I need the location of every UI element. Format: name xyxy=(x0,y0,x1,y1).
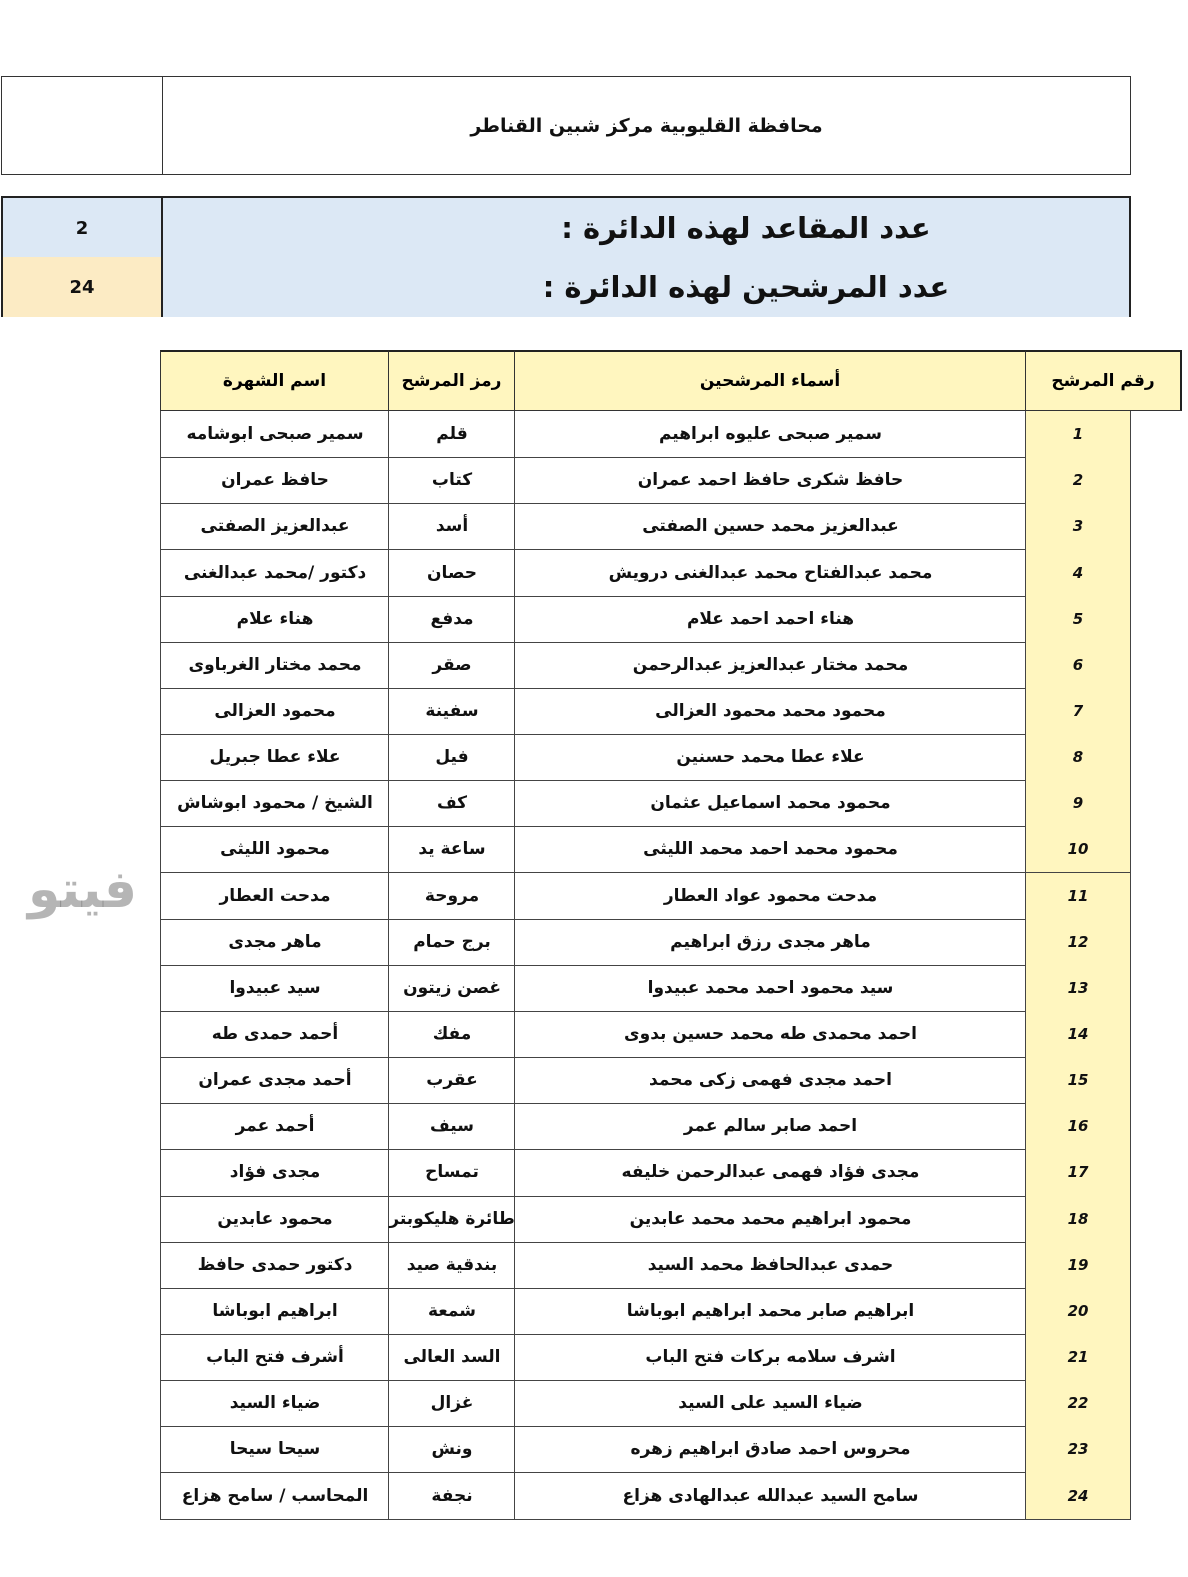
cell-number: 12 xyxy=(1025,919,1131,966)
cell-number: 2 xyxy=(1025,457,1131,504)
cell-fame: ابراهيم ابوباشا xyxy=(160,1288,389,1335)
cell-fame: محمود الليثى xyxy=(160,826,389,873)
cell-number: 14 xyxy=(1025,1011,1131,1058)
cell-symbol: كتاب xyxy=(388,457,515,504)
cell-name: سمير صبحى عليوه ابراهيم xyxy=(514,411,1026,458)
governorate-header xyxy=(1,76,1131,175)
cell-fame: مدحت العطار xyxy=(160,873,389,920)
cell-number: 1 xyxy=(1025,411,1131,458)
candidates-count-value: 24 xyxy=(3,257,163,317)
cell-name: هناء احمد احمد علام xyxy=(514,596,1026,643)
cell-number: 13 xyxy=(1025,965,1131,1012)
cell-fame: الشيخ / محمود ابوشاش xyxy=(160,780,389,827)
cell-number: 3 xyxy=(1025,503,1131,550)
cell-number: 15 xyxy=(1025,1057,1131,1104)
cell-number: 23 xyxy=(1025,1426,1131,1473)
candidates-table xyxy=(160,350,1182,1520)
cell-symbol: مفك xyxy=(388,1011,515,1058)
cell-fame: أحمد عمر xyxy=(160,1103,389,1150)
cell-number: 19 xyxy=(1025,1242,1131,1289)
cell-fame: سيد عبيدوا xyxy=(160,965,389,1012)
cell-fame: دكتور /محمد عبدالغنى xyxy=(160,549,389,596)
cell-number: 7 xyxy=(1025,688,1131,735)
cell-name: سيد محمود احمد محمد عبيدوا xyxy=(514,965,1026,1012)
cell-fame: ماهر مجدى xyxy=(160,919,389,966)
cell-name: عبدالعزيز محمد حسين الصفتى xyxy=(514,503,1026,550)
cell-number: 22 xyxy=(1025,1380,1131,1427)
cell-symbol: سيف xyxy=(388,1103,515,1150)
cell-fame: ضياء السيد xyxy=(160,1380,389,1427)
cell-fame: أشرف فتح الباب xyxy=(160,1334,389,1381)
cell-symbol: برج حمام xyxy=(388,919,515,966)
governorate-title: محافظة القليوبية مركز شبين القناطر xyxy=(470,114,823,137)
cell-symbol: ونش xyxy=(388,1426,515,1473)
cell-name: حمدى عبدالحافظ محمد السيد xyxy=(514,1242,1026,1289)
cell-number: 21 xyxy=(1025,1334,1131,1381)
cell-number: 6 xyxy=(1025,642,1131,689)
seats-row xyxy=(3,198,1129,260)
cell-symbol: سفينة xyxy=(388,688,515,735)
cell-name: محمد مختار عبدالعزيز عبدالرحمن xyxy=(514,642,1026,689)
cell-name: ابراهيم صابر محمد ابراهيم ابوباشا xyxy=(514,1288,1026,1335)
cell-name: محروس احمد صادق ابراهيم زهره xyxy=(514,1426,1026,1473)
cell-number: 11 xyxy=(1025,873,1131,920)
cell-fame: دكتور حمدى حافظ xyxy=(160,1242,389,1289)
cell-symbol: تمساح xyxy=(388,1149,515,1196)
cell-fame: محمود العزالى xyxy=(160,688,389,735)
cell-number: 4 xyxy=(1025,549,1131,596)
cell-name: احمد محمدى طه محمد حسين بدوى xyxy=(514,1011,1026,1058)
cell-number: 17 xyxy=(1025,1149,1131,1196)
candidates-count-row xyxy=(3,257,1129,317)
cell-symbol: أسد xyxy=(388,503,515,550)
cell-name: احمد مجدى فهمى زكى محمد xyxy=(514,1057,1026,1104)
cell-symbol: طائرة هليكوبتر xyxy=(388,1196,515,1243)
cell-name: علاء عطا محمد حسنين xyxy=(514,734,1026,781)
counts-box xyxy=(1,196,1131,317)
cell-number: 16 xyxy=(1025,1103,1131,1150)
cell-name: محمد عبدالفتاح محمد عبدالغنى درويش xyxy=(514,549,1026,596)
cell-name: محمود ابراهيم محمد محمد عابدين xyxy=(514,1196,1026,1243)
candidates-count-label: عدد المرشحين لهذه الدائرة : xyxy=(163,257,1129,317)
cell-fame: هناء علام xyxy=(160,596,389,643)
header-number: رقم المرشح xyxy=(1025,350,1182,411)
cell-name: ماهر مجدى رزق ابراهيم xyxy=(514,919,1026,966)
cell-name: ضياء السيد على السيد xyxy=(514,1380,1026,1427)
cell-name: سامح السيد عبدالله عبدالهادى هزاع xyxy=(514,1472,1026,1519)
cell-name: اشرف سلامه بركات فتح الباب xyxy=(514,1334,1026,1381)
cell-number: 8 xyxy=(1025,734,1131,781)
cell-symbol: شمعة xyxy=(388,1288,515,1335)
seats-label: عدد المقاعد لهذه الدائرة : xyxy=(163,198,1129,258)
cell-symbol: نجفة xyxy=(388,1472,515,1519)
cell-number: 24 xyxy=(1025,1472,1131,1519)
cell-fame: أحمد حمدى طه xyxy=(160,1011,389,1058)
header-empty-cell xyxy=(2,77,163,174)
cell-number: 20 xyxy=(1025,1288,1131,1335)
cell-symbol: مروحة xyxy=(388,873,515,920)
cell-name: محمود محمد احمد محمد الليثى xyxy=(514,826,1026,873)
cell-symbol: غزال xyxy=(388,1380,515,1427)
cell-name: احمد صابر سالم عمر xyxy=(514,1103,1026,1150)
header-symbol: رمز المرشح xyxy=(388,350,515,411)
cell-name: حافظ شكرى حافظ احمد عمران xyxy=(514,457,1026,504)
cell-number: 10 xyxy=(1025,826,1131,873)
cell-fame: سمير صبحى ابوشامه xyxy=(160,411,389,458)
cell-symbol: حصان xyxy=(388,549,515,596)
cell-fame: مجدى فؤاد xyxy=(160,1149,389,1196)
seats-value: 2 xyxy=(3,198,163,258)
cell-symbol: ساعة يد xyxy=(388,826,515,873)
cell-fame: حافظ عمران xyxy=(160,457,389,504)
cell-number: 5 xyxy=(1025,596,1131,643)
cell-fame: أحمد مجدى عمران xyxy=(160,1057,389,1104)
cell-name: مدحت محمود عواد العطار xyxy=(514,873,1026,920)
cell-fame: محمود عابدين xyxy=(160,1196,389,1243)
header-fame: اسم الشهرة xyxy=(160,350,389,411)
cell-symbol: قلم xyxy=(388,411,515,458)
cell-symbol: صقر xyxy=(388,642,515,689)
cell-number: 18 xyxy=(1025,1196,1131,1243)
cell-symbol: مدفع xyxy=(388,596,515,643)
cell-symbol: عقرب xyxy=(388,1057,515,1104)
cell-symbol: بندقية صيد xyxy=(388,1242,515,1289)
cell-name: مجدى فؤاد فهمى عبدالرحمن خليفه xyxy=(514,1149,1026,1196)
cell-name: محمود محمد محمود العزالى xyxy=(514,688,1026,735)
cell-symbol: فيل xyxy=(388,734,515,781)
cell-symbol: غصن زيتون xyxy=(388,965,515,1012)
header-name: أسماء المرشحين xyxy=(514,350,1026,411)
cell-fame: المحاسب / سامح هزاع xyxy=(160,1472,389,1519)
cell-symbol: السد العالى xyxy=(388,1334,515,1381)
cell-fame: محمد مختار الغرباوى xyxy=(160,642,389,689)
cell-symbol: كف xyxy=(388,780,515,827)
cell-name: محمود محمد اسماعيل عثمان xyxy=(514,780,1026,827)
cell-fame: علاء عطا جبريل xyxy=(160,734,389,781)
cell-number: 9 xyxy=(1025,780,1131,827)
cell-fame: عبدالعزيز الصفتى xyxy=(160,503,389,550)
cell-fame: سيحا سيحا xyxy=(160,1426,389,1473)
watermark-logo: فيتو xyxy=(27,860,138,920)
